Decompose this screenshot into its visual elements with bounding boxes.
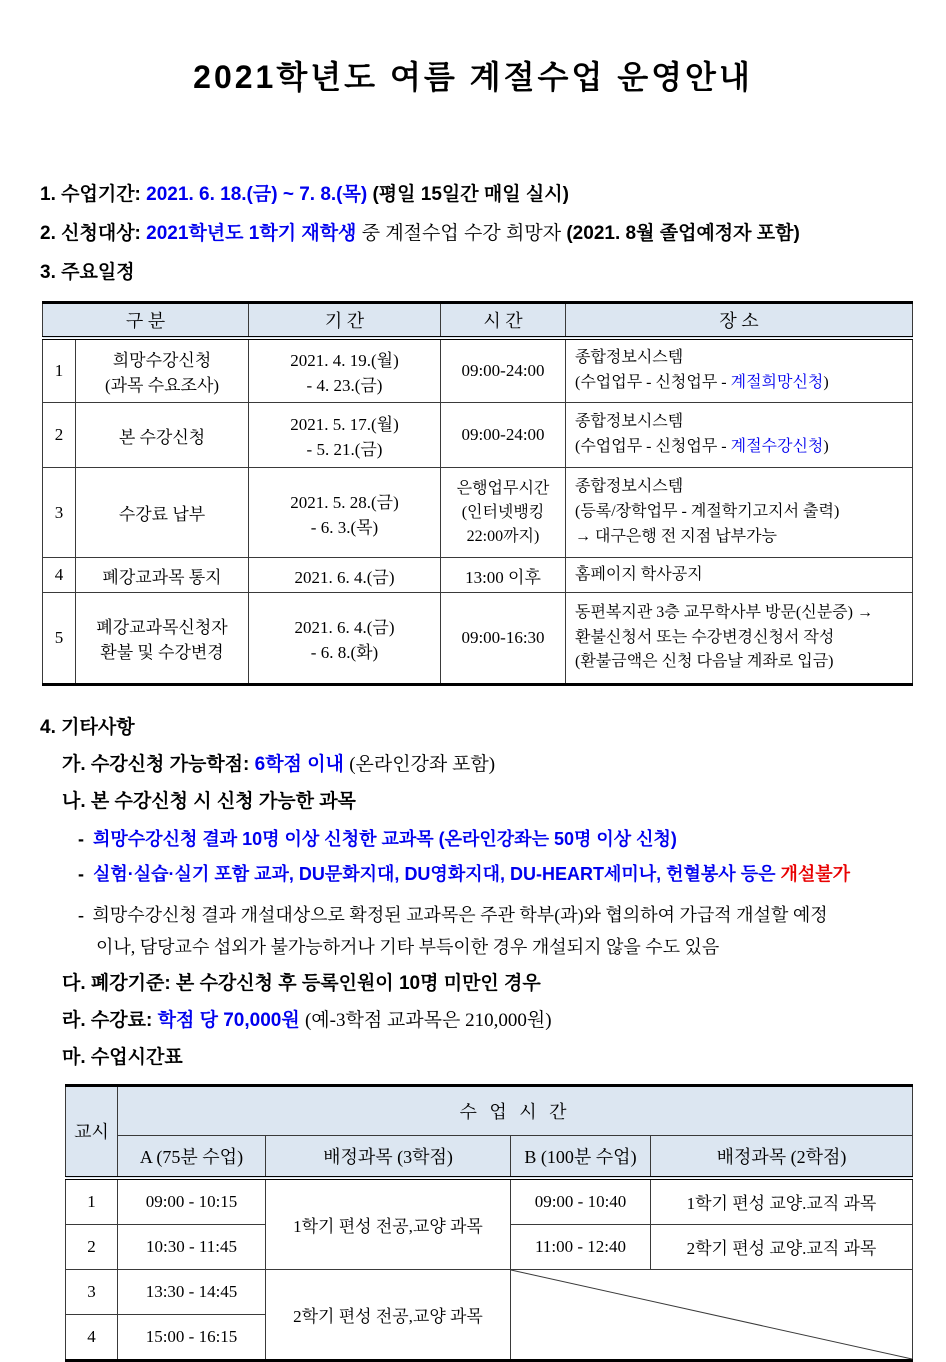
period-line: 2021. 5. 28.(금) — [290, 492, 399, 512]
header-time-b: B (100분 수업) — [511, 1135, 651, 1178]
time-b-cell: 11:00 - 12:40 — [511, 1224, 651, 1269]
row-period: 2021. 6. 4.(금) — [249, 558, 441, 593]
misc-heading — [40, 712, 946, 739]
header-time-a: A (75분 수업) — [118, 1135, 266, 1178]
place-line: (등록/장학업무 - 계절학기고지서 출력) — [575, 503, 840, 521]
place-line: 종합정보시스템 — [575, 348, 684, 366]
table-row — [43, 403, 913, 468]
bullet-dash: - — [78, 864, 84, 885]
bullet-text-blue: 실험·실습·실기 포함 교과, DU문화지대, DU영화지대, DU-HEART세미나, 헌혈봉사 등은 — [93, 864, 776, 885]
period-line: 2021. 4. 19.(월) — [290, 350, 399, 370]
place-line: (환불금액은 신청 다음날 계좌로 입금) — [575, 653, 834, 671]
header-subject-b: 배정과목 (2학점) — [651, 1135, 913, 1178]
time-a-cell: 09:00 - 10:15 — [118, 1178, 266, 1225]
item1-rest: (평일 15일간 매일 실시) — [372, 184, 569, 205]
timetable-row — [66, 1269, 913, 1314]
header-class-period: 교시 — [66, 1085, 118, 1178]
row-period — [249, 403, 441, 468]
schedule-header-row — [43, 302, 913, 338]
item-eligibility — [40, 223, 946, 245]
row-number: 4 — [43, 558, 76, 593]
timetable-main-header-row — [66, 1085, 913, 1135]
row-place — [566, 468, 913, 558]
row-number: 5 — [43, 593, 76, 685]
period-line: - 5. 21.(금) — [306, 440, 383, 460]
row-time — [441, 468, 566, 558]
row-period — [249, 593, 441, 685]
bullet-text-line2: 이나, 담당교수 섭외가 불가능하거나 기타 부득이한 경우 개설되지 않을 수도 있음 — [96, 937, 720, 958]
bullet-text-blue: 희망수강신청 결과 10명 이상 신청한 교과목 (온라인강좌는 50명 이상 신청) — [93, 828, 677, 849]
document-title: 2021학년도 여름 계절수업 운영안내 — [193, 59, 753, 95]
time-b-cell: 09:00 - 10:40 — [511, 1178, 651, 1225]
bullet-opening-note — [78, 899, 946, 964]
row-period — [249, 468, 441, 558]
table-row — [43, 338, 913, 403]
header-place: 장 소 — [566, 302, 913, 338]
bullet-dash: - — [78, 904, 84, 925]
time-line: 22:00까지) — [466, 527, 540, 545]
row-place — [566, 593, 913, 685]
item2-label: 신청대상: — [61, 222, 141, 244]
place-line: 동편복지관 3층 교무학사부 방문(신분증) → — [575, 603, 873, 621]
time-a-cell: 10:30 - 11:45 — [118, 1224, 266, 1269]
row-time: 13:00 이후 — [441, 558, 566, 593]
bullet-demand-threshold — [78, 828, 946, 851]
item-schedule-heading — [40, 262, 946, 284]
period-line: - 6. 3.(목) — [310, 517, 379, 537]
table-row — [43, 558, 913, 593]
time-a-cell: 13:30 - 14:45 — [118, 1269, 266, 1314]
header-subject-a: 배정과목 (3학점) — [266, 1135, 511, 1178]
subject-b-cell: 1학기 편성 교양.교직 과목 — [651, 1178, 913, 1225]
period-line: 2021. 6. 4.(금) — [294, 618, 395, 638]
time-line: (인터넷뱅킹 — [461, 503, 545, 521]
time-line: 은행업무시간 — [456, 479, 550, 497]
table-row — [43, 593, 913, 685]
period-number: 2 — [66, 1224, 118, 1269]
timetable-row — [66, 1178, 913, 1225]
bullet-excluded-courses — [78, 863, 946, 886]
schedule-table — [42, 301, 913, 687]
timetable — [65, 1084, 913, 1362]
misc-section — [40, 712, 946, 1070]
bullet-text-red: 개설불가 — [780, 864, 851, 885]
place-line — [575, 371, 906, 396]
item2-highlight: 2021학년도 1학기 재학생 — [146, 222, 357, 244]
tuition-rest: (예-3학점 교과목은 210,000원) — [304, 1010, 552, 1032]
item3-number: 3. — [40, 261, 56, 283]
category-line: 희망수강신청 — [112, 350, 212, 370]
misc-item-eligible-courses: 나. 본 수강신청 시 신청 가능한 과목 — [62, 790, 356, 812]
document-page — [0, 52, 946, 1361]
category-line: (과목 수요조사) — [104, 375, 220, 395]
period-number: 1 — [66, 1178, 118, 1225]
misc-heading-label: 기타사항 — [61, 717, 135, 739]
misc-item-cancellation: 다. 폐강기준: 본 수강신청 후 등록인원이 10명 미만인 경우 — [62, 973, 541, 995]
item2-mid: 중 계절수업 수강 희망자 — [361, 222, 562, 244]
header-time: 시 간 — [441, 302, 566, 338]
item3-label: 주요일정 — [61, 261, 135, 283]
row-time: 09:00-24:00 — [441, 403, 566, 468]
credits-rest: (온라인강좌 포함) — [349, 754, 496, 776]
intro-items — [40, 184, 946, 284]
row-time: 09:00-24:00 — [441, 338, 566, 403]
place-line: → 대구은행 전 지점 납부가능 — [575, 527, 778, 545]
period-line: 2021. 5. 17.(월) — [290, 415, 399, 435]
time-a-cell: 15:00 - 16:15 — [118, 1314, 266, 1360]
item2-rest: (2021. 8월 졸업예정자 포함) — [566, 222, 800, 244]
place-line: 종합정보시스템 — [575, 413, 684, 431]
diagonal-line-icon — [511, 1270, 912, 1359]
menu-path-text: ) — [823, 438, 829, 456]
item1-label: 수업기간: — [61, 184, 141, 205]
period-number: 3 — [66, 1269, 118, 1314]
misc-item-tuition — [62, 1010, 946, 1033]
bullet-text-line1: 희망수강신청 결과 개설대상으로 확정된 교과목은 주관 학부(과)와 협의하여 가급적 개설할 예정 — [92, 904, 828, 925]
row-number: 2 — [43, 403, 76, 468]
row-place — [566, 403, 913, 468]
place-line — [575, 435, 906, 460]
row-category — [76, 338, 249, 403]
row-place — [566, 338, 913, 403]
header-category: 구 분 — [43, 302, 249, 338]
menu-path-link[interactable]: 계절희망신청 — [730, 373, 824, 391]
item2-number: 2. — [40, 222, 56, 244]
misc-item-credits — [62, 754, 946, 777]
row-number: 1 — [43, 338, 76, 403]
header-period: 기 간 — [249, 302, 441, 338]
misc-heading-number: 4. — [40, 717, 56, 739]
category-line: 환불 및 수강변경 — [100, 643, 224, 663]
period-line: - 4. 23.(금) — [306, 375, 383, 395]
misc-item-timetable: 마. 수업시간표 — [62, 1047, 183, 1068]
row-number: 3 — [43, 468, 76, 558]
table-row — [43, 468, 913, 558]
menu-path-text: ) — [823, 373, 829, 391]
subject-a-cell: 2학기 편성 전공,교양 과목 — [266, 1269, 511, 1360]
subject-a-cell: 1학기 편성 전공,교양 과목 — [266, 1178, 511, 1270]
header-class-time: 수 업 시 간 — [118, 1085, 913, 1135]
credits-label: 가. 수강신청 가능학점: — [62, 754, 250, 776]
row-category: 본 수강신청 — [76, 403, 249, 468]
credits-highlight: 6학점 이내 — [254, 754, 344, 776]
category-line: 폐강교과목신청자 — [96, 618, 228, 638]
place-line: 종합정보시스템 — [575, 478, 684, 496]
subject-b-cell: 2학기 편성 교양.교직 과목 — [651, 1224, 913, 1269]
period-number: 4 — [66, 1314, 118, 1360]
place-line: 환불신청서 또는 수강변경신청서 작성 — [575, 628, 835, 646]
period-line: - 6. 8.(화) — [310, 643, 379, 663]
timetable-sub-header-row — [66, 1135, 913, 1178]
item-course-period — [40, 184, 946, 206]
row-category: 폐강교과목 통지 — [76, 558, 249, 593]
bullet-dash: - — [78, 828, 84, 849]
menu-path-text: (수업업무 - 신청업무 - — [575, 373, 731, 391]
tuition-label: 라. 수강료: — [62, 1010, 153, 1032]
row-category: 수강료 납부 — [76, 468, 249, 558]
menu-path-link[interactable]: 계절수강신청 — [730, 438, 824, 456]
row-period — [249, 338, 441, 403]
menu-path-text: (수업업무 - 신청업무 - — [575, 438, 731, 456]
tuition-highlight: 학점 당 70,000원 — [157, 1010, 300, 1032]
row-place: 홈페이지 학사공지 — [566, 558, 913, 593]
item1-number: 1. — [40, 184, 56, 205]
row-category — [76, 593, 249, 685]
empty-diagonal-cell — [511, 1269, 913, 1360]
row-time: 09:00-16:30 — [441, 593, 566, 685]
item1-highlight: 2021. 6. 18.(금) ~ 7. 8.(목) — [146, 184, 368, 205]
